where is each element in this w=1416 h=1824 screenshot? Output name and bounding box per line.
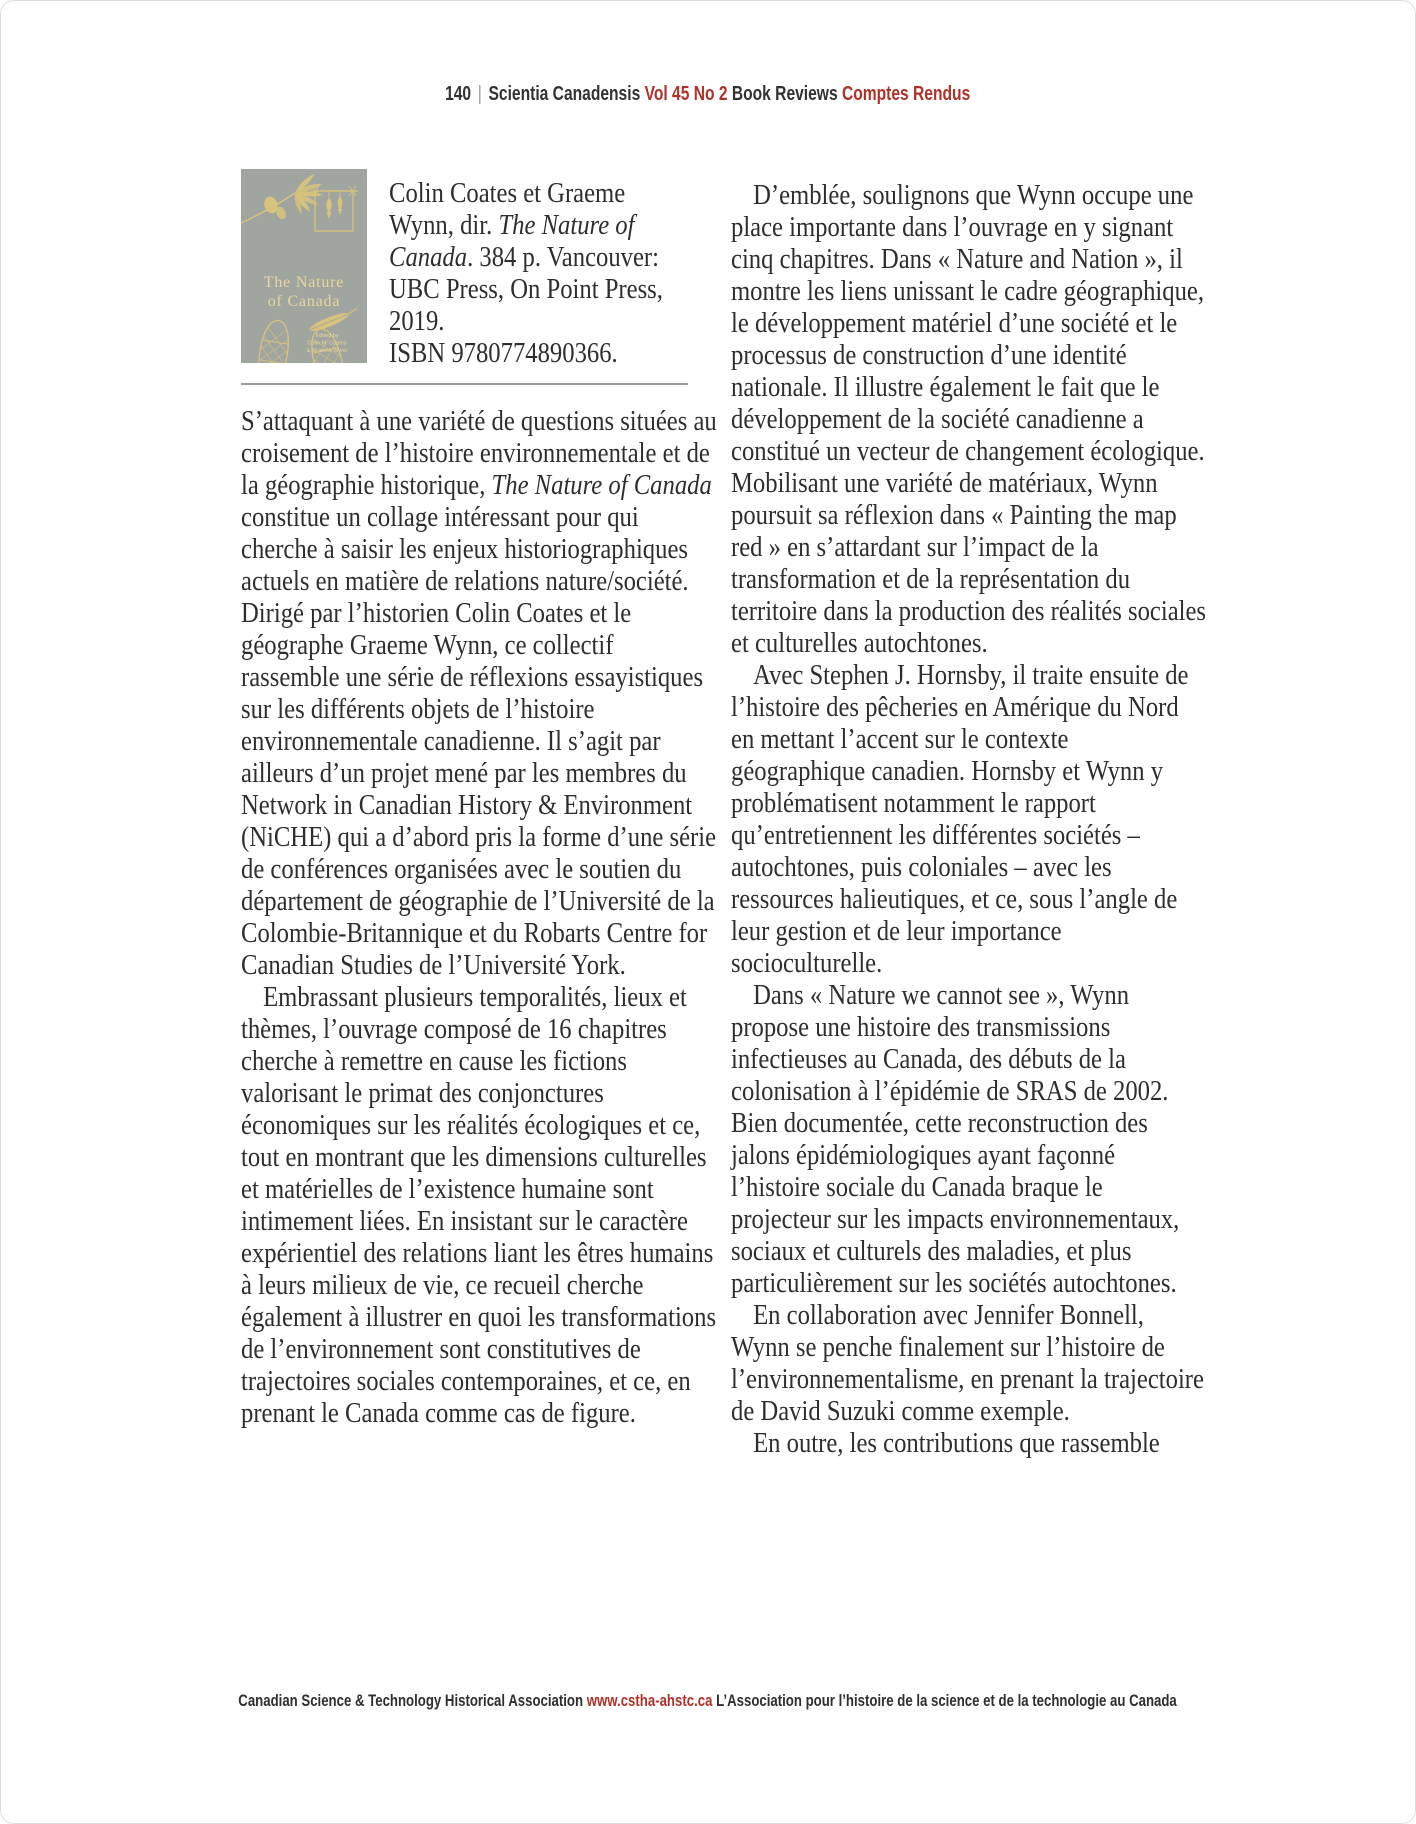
text-run: Embrassant plusieurs temporalités, lieux et thèmes, l’ouvrage composé de 16 chapitres cherche à remettre en cause les fictions valorisant le primat des conjonctures économiques sur les réalités écologiques et ce, tout en montrant que les dimensions culturelles et matérielles de l’existence humaine sont intimement liées. En insistant sur le caractère expérientiel des relations liant les êtres humains à leurs milieux de vie, ce recueil cherche également à illustrer en quoi les transformations de l’environnement sont constitutives de trajectoires sociales contemporaines, et ce, en prenant le Canada comme cas de figure. <box>241 981 717 1429</box>
text-run: D’emblée, soulignons que Wynn occupe une place importante dans l’ouvrage en y signant cinq chapitres. Dans « Nature and Nation », il montre les liens unissant le cadre géographique, le développement matériel d’une société et le processus de construction d’une identité nationale. Il illustre également le fait que le développement de la société canadienne a constitué un vecteur de changement écologique. Mobilisant une variété de matériaux, Wynn poursuit sa réflexion dans « Painting the map red » en s’attardant sur l’impact de la transformation et de la représentation du territoire dans la production des réalités sociales et culturelles autochtones. <box>731 179 1207 659</box>
footer-text <box>239 1691 1177 1711</box>
paragraph <box>241 405 717 981</box>
accent-text-run: www.cstha-ahstc.ca <box>587 1692 713 1710</box>
paragraph <box>731 979 1207 1299</box>
isbn: ISBN 9780774890366. <box>389 337 618 369</box>
book-cover-image <box>241 169 367 363</box>
paragraph <box>241 981 717 1429</box>
accent-text-run: Comptes Rendus <box>842 83 971 105</box>
svg-text:Colin M. Coates: Colin M. Coates <box>307 340 347 347</box>
text-run: | <box>478 83 487 105</box>
text-run: En outre, les contributions que rassemble <box>753 1427 1160 1459</box>
text-run: Book Reviews <box>732 83 843 105</box>
text-run: 140 <box>445 83 476 105</box>
text-run: . 384 p. Vancouver: UBC Press, On Point Press, 2019. <box>389 241 663 337</box>
text-run: Canadian Science & Technology Historical Association <box>238 1692 588 1710</box>
text-run: constitue un collage intéressant pour qui cherche à saisir les enjeux historiographiques actuels en matière de relations nature/société. Dirigé par l’historien Colin Coates et le géographe Graeme Wynn, ce collectif rassemble une série de réflexions essayistiques sur les différents objets de l’histoire environnementale canadienne. Il s’agit par ailleurs d’un projet mené par les membres du Network in Canadian History & Environment (NiCHE) qui a d’abord pris la forme d’une série de conférences organisées avec le soutien du département de géographie de l’Université de la Colombie-Britannique et du Robarts Centre for Canadian Studies de l’Université York. <box>241 501 717 981</box>
text-run: The Nature of Canada <box>389 209 635 273</box>
page-footer <box>1 1691 1415 1711</box>
text-run: Scientia Canadensis <box>488 83 645 105</box>
book-header-block <box>241 169 727 385</box>
left-column-text <box>241 405 717 1429</box>
running-head <box>1 81 1415 107</box>
paragraph <box>731 179 1207 659</box>
right-column-text <box>731 179 1207 1459</box>
text-run: Colin Coates et Graeme Wynn, dir. <box>389 177 626 241</box>
accent-text-run: Vol 45 No 2 <box>644 83 733 105</box>
svg-text:& Graeme Wynn: & Graeme Wynn <box>306 348 348 354</box>
book-citation <box>389 169 676 369</box>
text-run: Avec Stephen J. Hornsby, il traite ensuite de l’histoire des pêcheries en Amérique du Nord en mettant l’accent sur le contexte géographique canadien. Hornsby et Wynn y problématisent notamment le rapport qu’entretiennent les différentes sociétés – autochtones, puis coloniales – avec les ressources halieutiques, et ce, sous l’angle de leur gestion et de leur importance socioculturelle. <box>731 659 1189 979</box>
svg-text:Edited by: Edited by <box>315 333 339 339</box>
italic-text-run: The Nature of Canada <box>491 469 712 501</box>
paragraph <box>731 1299 1207 1427</box>
section-divider-rule <box>241 383 688 385</box>
citation-text <box>389 177 676 337</box>
paragraph <box>731 659 1207 979</box>
paragraph <box>731 1427 1207 1459</box>
text-run: Dans « Nature we cannot see », Wynn propose une histoire des transmissions infectieuses au Canada, des débuts de la colonisation à l’épidémie de SRAS de 2002. Bien documentée, cette reconstruction des jalons épidémiologiques ayant façonné l’histoire sociale du Canada braque le projecteur sur les impacts environnementaux, sociaux et culturels des maladies, et plus particulièrement sur les sociétés autochtones. <box>731 979 1180 1299</box>
svg-text:The Nature: The Nature <box>263 274 345 291</box>
text-run: En collaboration avec Jennifer Bonnell, Wynn se penche finalement sur l’histoire de l’environnementalisme, en prenant la trajectoire de David Suzuki comme exemple. <box>731 1299 1204 1427</box>
text-run: S’attaquant à une variété de questions situées au croisement de l’histoire environnementale et de la géographie historique, <box>241 405 717 501</box>
running-head-text <box>445 81 970 107</box>
text-run: L’Association pour l’histoire de la science et de la technologie au Canada <box>712 1692 1178 1710</box>
svg-text:of Canada: of Canada <box>267 293 341 310</box>
